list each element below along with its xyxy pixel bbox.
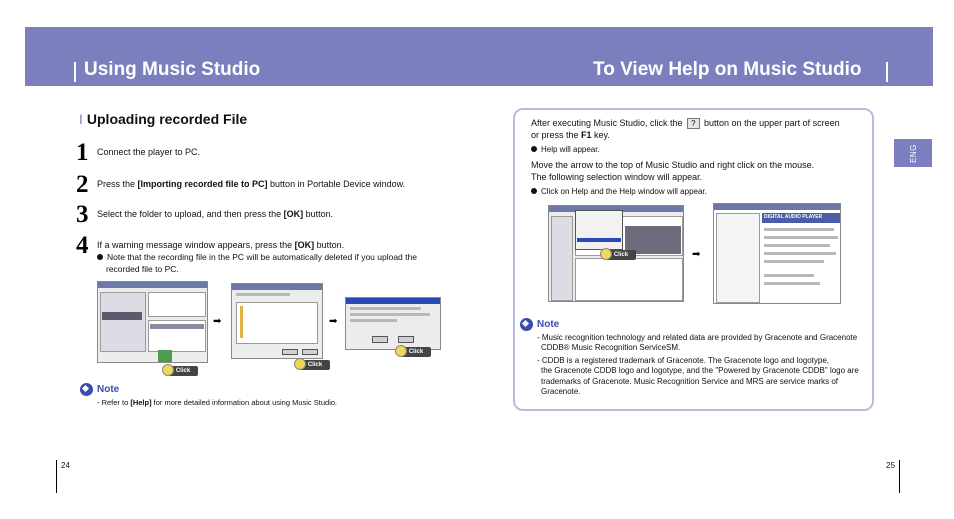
step-3-text: Select the folder to upload, and then press the [OK] button. <box>97 209 334 219</box>
page-number-left: 24 <box>61 461 70 470</box>
bullet-icon <box>531 146 537 152</box>
language-tab: ENG <box>894 139 932 167</box>
help-para-1: After executing Music Studio, click the ? button on the upper part of screen <box>531 118 840 128</box>
step-2-text: Press the [Importing recorded file to PC] button in Portable Device window. <box>97 179 406 189</box>
right-note-heading: Note <box>520 318 559 331</box>
browse-folder-screenshot <box>231 283 323 359</box>
step-4-note: Note that the recording file in the PC will be automatically deleted if you upload the <box>97 251 417 263</box>
right-note-2: - CDDB is a registered trademark of Gracenote. The Gracenote logo and logotype, <box>537 356 830 365</box>
arrow-right-icon: ➡ <box>692 249 701 260</box>
left-note-text: - Refer to [Help] for more detailed information about using Music Studio. <box>97 398 338 407</box>
header-left-bar <box>74 62 76 82</box>
page-rule-right <box>899 460 900 493</box>
right-note-1: - Music recognition technology and related data are provided by Gracenote and Gracenote <box>537 333 858 342</box>
help-bullet-1: Help will appear. <box>531 144 600 156</box>
note-icon <box>80 383 93 396</box>
step-number-1: 1 <box>76 139 89 166</box>
bullet-icon <box>97 254 103 260</box>
help-para-2: Move the arrow to the top of Music Studio and right click on the mouse. <box>531 160 815 170</box>
page-number-right: 25 <box>886 461 895 470</box>
section-title: I Uploading recorded File <box>79 111 248 127</box>
music-studio-screenshot <box>97 281 208 363</box>
step-4-text: If a warning message window appears, press the [OK] button. <box>97 240 345 250</box>
help-para-1-line2: or press the F1 key. <box>531 130 610 140</box>
right-note-1-cont: CDDB® Music Recognition ServiceSM. <box>541 343 681 352</box>
click-badge-3: Click <box>401 347 431 357</box>
right-note-2-cont1: the Gracenote CDDB logo and logotype, and the "Powered by Gracenote CDDB" logo are <box>541 366 859 375</box>
click-badge-1: Click <box>168 366 198 376</box>
click-badge-4: Click <box>606 250 636 260</box>
help-bullet-2: Click on Help and the Help window will appear. <box>531 186 707 198</box>
bullet-icon <box>531 188 537 194</box>
step-number-2: 2 <box>76 171 89 198</box>
step-number-3: 3 <box>76 201 89 228</box>
help-question-button: ? <box>687 118 699 129</box>
help-para-2-line2: The following selection window will appear. <box>531 172 703 182</box>
right-note-2-cont2: trademarks of Gracenote. Music Recognition Service and MRS are service marks of <box>541 377 839 386</box>
page-rule-left <box>56 460 57 493</box>
right-note-2-cont3: Gracenote. <box>541 387 581 396</box>
left-page-title: Using Music Studio <box>84 59 261 80</box>
step-4-note-cont: recorded file to PC. <box>106 264 179 274</box>
click-badge-2: Click <box>300 360 330 370</box>
arrow-right-icon: ➡ <box>329 316 338 327</box>
help-window-heading: DIGITAL AUDIO PLAYER <box>762 213 840 223</box>
header-right-bar <box>886 62 888 82</box>
right-page-title: To View Help on Music Studio <box>593 59 862 80</box>
left-note-heading: Note <box>80 383 119 396</box>
step-number-4: 4 <box>76 232 89 259</box>
note-icon <box>520 318 533 331</box>
import-utility-screenshot <box>345 297 441 350</box>
step-1-text: Connect the player to PC. <box>97 147 201 157</box>
help-window-screenshot <box>713 203 841 304</box>
arrow-right-icon: ➡ <box>213 316 222 327</box>
